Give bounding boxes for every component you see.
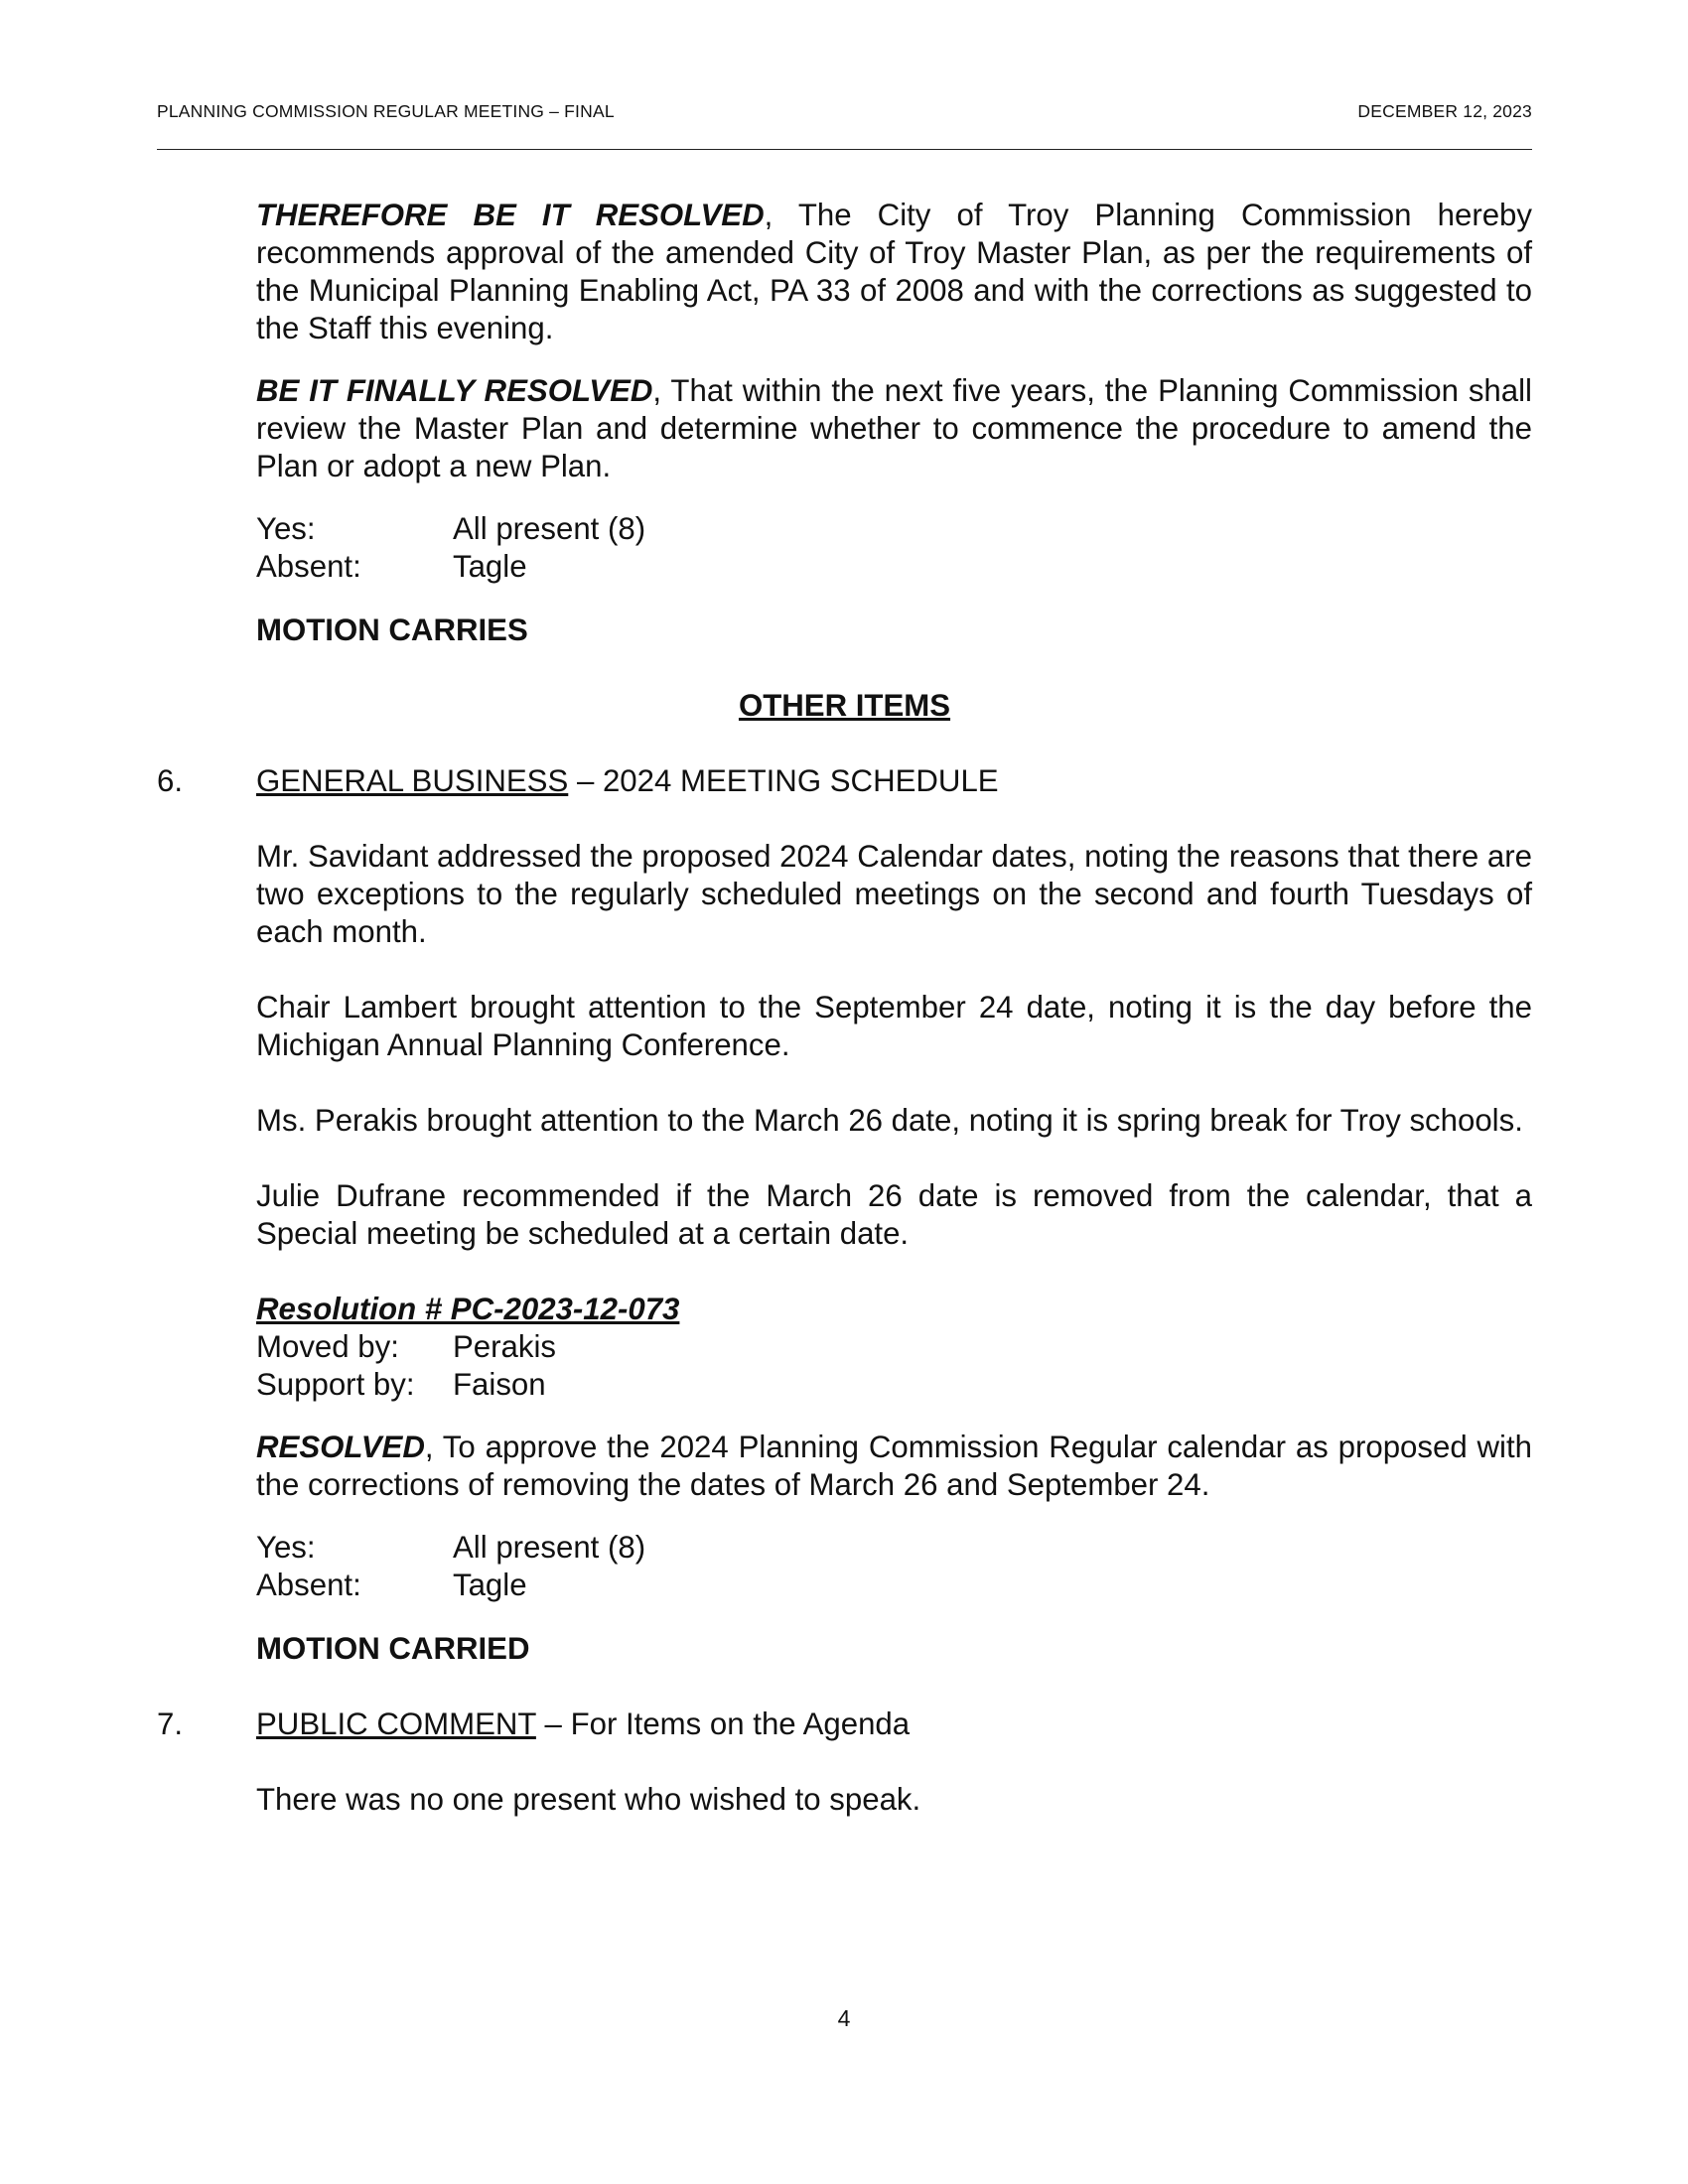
item6-motion-outcome: MOTION CARRIED	[256, 1631, 530, 1666]
therefore-resolved-paragraph	[256, 197, 1532, 347]
vote-absent-row	[256, 1567, 1532, 1604]
agenda-item-6-body	[256, 838, 1532, 1668]
vote-yes-row	[256, 1529, 1532, 1567]
support-by-label: Support by:	[256, 1367, 415, 1402]
public-comment-text: There was no one present who wished to speak.	[256, 1782, 921, 1817]
agenda-item-title-line	[256, 762, 999, 800]
agenda-item-7-body	[256, 1781, 1532, 1819]
discussion-paragraph: Chair Lambert brought attention to the September 24 date, noting it is the day before the Michigan Annual Planning Conference.	[256, 990, 1532, 1062]
agenda-item-7-heading	[157, 1706, 1532, 1743]
page-number: 4	[837, 2005, 851, 2031]
agenda-item-title-line	[256, 1706, 910, 1743]
master-plan-resolution	[256, 197, 1532, 649]
master-plan-motion-outcome: MOTION CARRIES	[256, 613, 528, 647]
agenda-item-subtitle: – 2024 MEETING SCHEDULE	[568, 763, 999, 798]
resolved-lead: RESOLVED	[256, 1430, 425, 1464]
agenda-item-6-heading	[157, 762, 1532, 800]
discussion-paragraph: Mr. Savidant addressed the proposed 2024 Calendar dates, noting the reasons that there are two exceptions to the regularly scheduled meetings on the second and fourth Tuesdays of each month.	[256, 839, 1532, 949]
header-meeting-date: DECEMBER 12, 2023	[1357, 101, 1532, 121]
header-meeting-title: PLANNING COMMISSION REGULAR MEETING – FINAL	[157, 101, 615, 121]
resolved-paragraph	[256, 1429, 1532, 1504]
agenda-item-number: 6.	[157, 763, 184, 798]
therefore-resolved-lead: THEREFORE BE IT RESOLVED	[256, 198, 765, 232]
resolution-number: Resolution # PC-2023-12-073	[256, 1292, 680, 1326]
support-by-row	[256, 1366, 1532, 1404]
vote-yes-label: Yes:	[256, 511, 316, 546]
support-by-value: Faison	[453, 1367, 546, 1402]
finally-resolved-paragraph	[256, 372, 1532, 485]
vote-yes-row	[256, 510, 1532, 548]
therefore-resolved-text: , The City of Troy Planning Commission hereby recommends approval of the amended City of Troy Master Plan, as per the requirements of the Municipal Planning Enabling Act, PA 33 of 2008 and with the corrections as suggested to the Staff this evening.	[256, 198, 1532, 345]
agenda-item-title: GENERAL BUSINESS	[256, 763, 569, 798]
agenda-item-number: 7.	[157, 1706, 184, 1741]
agenda-item-subtitle: – For Items on the Agenda	[535, 1706, 911, 1741]
item6-vote	[256, 1529, 1532, 1604]
vote-yes-label: Yes:	[256, 1530, 316, 1565]
section-heading-other-items: OTHER ITEMS	[738, 688, 951, 723]
vote-absent-value: Tagle	[453, 549, 527, 584]
discussion-paragraph: Ms. Perakis brought attention to the March 26 date, noting it is spring break for Troy schools.	[256, 1103, 1523, 1138]
agenda-item-title: PUBLIC COMMENT	[256, 1706, 536, 1741]
page-header	[157, 101, 1532, 122]
finally-resolved-lead: BE IT FINALLY RESOLVED	[256, 373, 653, 408]
vote-yes-value: All present (8)	[453, 511, 646, 546]
resolution-block	[256, 1291, 1532, 1404]
moved-by-label: Moved by:	[256, 1329, 399, 1364]
master-plan-vote	[256, 510, 1532, 586]
vote-yes-value: All present (8)	[453, 1530, 646, 1565]
moved-by-value: Perakis	[453, 1329, 556, 1364]
page-body	[157, 197, 1532, 1819]
vote-absent-row	[256, 548, 1532, 586]
vote-absent-value: Tagle	[453, 1568, 527, 1602]
moved-by-row	[256, 1328, 1532, 1366]
vote-absent-label: Absent:	[256, 1568, 361, 1602]
resolved-text: , To approve the 2024 Planning Commission Regular calendar as proposed with the corrections of removing the dates of March 26 and September 24.	[256, 1430, 1532, 1502]
header-divider	[157, 149, 1532, 150]
vote-absent-label: Absent:	[256, 549, 361, 584]
finally-resolved-text: , That within the next five years, the Planning Commission shall review the Master Plan and determine whether to commence the procedure to amend the Plan or adopt a new Plan.	[256, 373, 1532, 483]
discussion-paragraph: Julie Dufrane recommended if the March 26 date is removed from the calendar, that a Special meeting be scheduled at a certain date.	[256, 1178, 1532, 1251]
